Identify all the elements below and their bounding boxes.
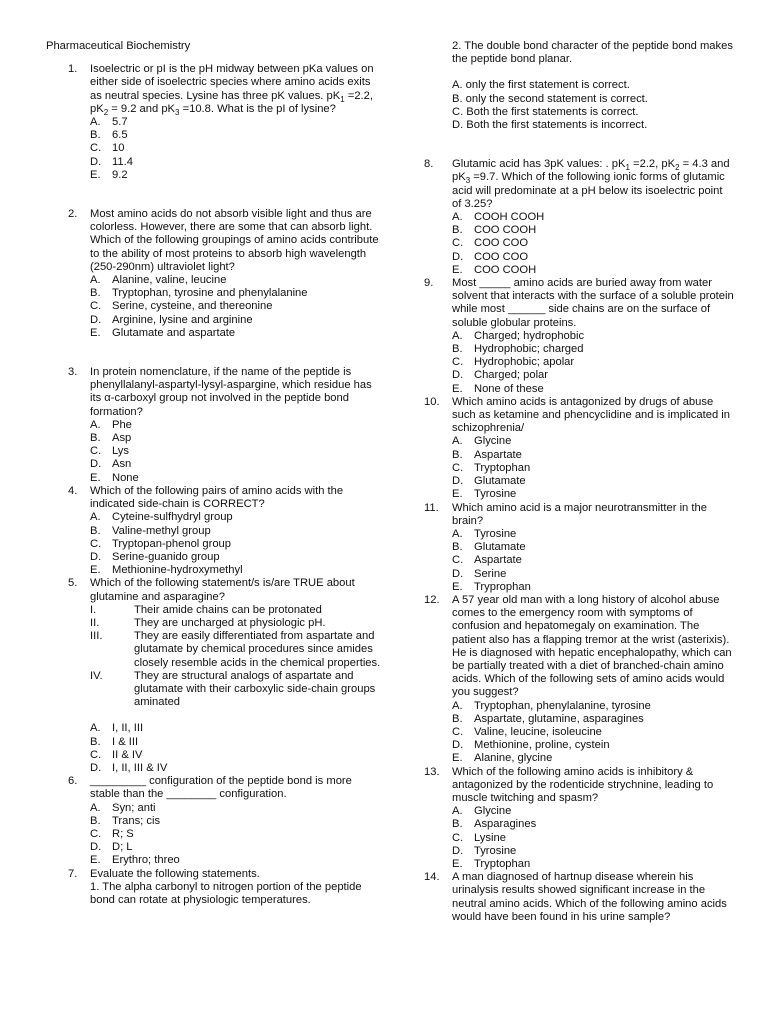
option-text: Hydrophobic; charged <box>474 343 584 356</box>
option-letter: E. <box>90 564 101 577</box>
option-text: Tryprophan <box>474 580 531 593</box>
question-7: 7. Evaluate the following statements. 1. The alpha carbonyl to nitrogen portion of the peptide bond can rotate at physiologic temperatures. <box>46 868 381 908</box>
option-text: Tyrosine <box>474 844 517 857</box>
option-item <box>452 581 734 594</box>
option-letter: B. <box>90 432 101 445</box>
option-letter: C. <box>90 537 102 550</box>
option-item <box>452 251 734 264</box>
option-letter: D. <box>90 550 102 563</box>
option-text: 6.5 <box>112 129 128 142</box>
option-item <box>452 264 734 277</box>
question-9-stem: Most _____ amino acids are buried away from water solvent that interacts with the surface of a soluble protein while most ______ side chains are on the surface of soluble globular proteins. <box>452 277 734 329</box>
question-8: 8. Glutamic acid has 3pK values: . $pK_1 =2.2$, $pK_2 = 4.3$ and $pK_3 =9.7$. Which of the following ionic forms of glutamic acid will predominate at a pH below its isoelectric point of 3.25? A. COOH COOH B. COO COOH C. COO COO D. COO COO E. COO COOH <box>424 158 734 277</box>
option-text: Charged; hydrophobic <box>474 329 585 342</box>
question-11-stem: Which amino acid is a major neurotransmitter in the brain? <box>452 501 707 527</box>
question-13: 13. Which of the following amino acids is inhibitory & antagonized by the rodenticide strychnine, leading to muscle twitching and spasm? A. Glycine B. Asparagines C. Lysine D. Tyrosine E. Tryptophan <box>424 766 734 872</box>
question-4: 4. Which of the following pairs of amino acids with the indicated side-chain is CORRECT? A. Cyteine-sulfhydryl group B. Valine-methyl group C. Tryptopan-phenol group D. Serine-guanido group E. Methionine-hydroxymethyl <box>46 485 381 577</box>
question-2: 2. Most amino acids do not absorb visible light and thus are colorless. However, there are some that can absorb light. Which of the following groupings of amino acids contribute to the ability of most proteins to absorb high wavelength (250-290nm) ultraviolet light? A. Alanine, valine, leucine B. Tryptophan, tyrosine and phenylalanine C. Serine, cysteine, and thereonine D. Arginine, lysine and arginine E. Glutamate and aspartate <box>46 208 381 340</box>
option-item <box>90 762 381 775</box>
option-text: I, II, III & IV <box>112 761 168 774</box>
option-item <box>90 419 381 432</box>
option-text: Asparagines <box>474 818 537 831</box>
option-letter: A. <box>90 511 101 524</box>
option-text: Tyrosine <box>474 488 517 501</box>
option-text: 9.2 <box>112 168 128 181</box>
option-letter: A. <box>90 274 101 287</box>
option-item <box>90 538 381 551</box>
option-item <box>90 564 381 577</box>
option-item <box>452 858 734 871</box>
option-item <box>90 327 381 340</box>
question-8-options <box>452 211 734 277</box>
question-3-stem: In protein nomenclature, if the name of the peptide is phenyllalanyl-aspartyl-lysyl-aspargine, which residue has its α-carboxyl group not involved in the peptide bond formation? <box>90 366 372 418</box>
question-14-stem: A man diagnosed of hartnup disease wherein his urinalysis results showed significant increase in the neutral amino acids. Which of the following amino acids would have been found in his urine sample? <box>452 871 727 923</box>
option-letter: A. <box>452 805 463 818</box>
question-3: 3. In protein nomenclature, if the name of the peptide is phenyllalanyl-aspartyl-lysyl-aspargine, which residue has its α-carboxyl group not involved in the peptide bond formation? A. Phe B. Asp C. Lys D. Asn E. None <box>46 366 381 485</box>
option-text: Lysine <box>474 831 506 844</box>
question-7-stem: Evaluate the following statements. <box>90 867 260 880</box>
statement-numeral: IV. <box>90 669 103 682</box>
option-letter: E. <box>452 580 463 593</box>
question-10-options <box>452 435 734 501</box>
option-item <box>452 475 734 488</box>
option-letter: C. <box>90 827 102 840</box>
option-text: 10 <box>112 142 125 155</box>
option-text: Cyteine-sulfhydryl group <box>112 511 233 524</box>
option-item <box>452 726 734 739</box>
statement-item <box>90 630 381 670</box>
option-letter: C. <box>452 554 464 567</box>
option-letter: E. <box>452 857 463 870</box>
option-item <box>90 445 381 458</box>
option-letter: E. <box>452 752 463 765</box>
option-text: Tryptophan <box>474 461 531 474</box>
option-item <box>90 828 381 841</box>
option-letter: D. <box>452 475 464 488</box>
option-item <box>452 752 734 765</box>
option-item <box>90 736 381 749</box>
option-item <box>452 330 734 343</box>
option-item <box>90 749 381 762</box>
question-12: 12. A 57 year old man with a long history of alcohol abuse comes to the emergency room with symptoms of confusion and hepatomegaly on examination. The patient also has a flapping tremor at the wrist (asterixis). He is diagnosed with hepatic encephalopathy, which can be partially treated with a diet of branched-chain amino acids. Which of the following sets of amino acids would you suggest? A. Tryptophan, phenylalanine, tyrosine B. Aspartate, glutamine, asparagines C. Valine, leucine, isoleucine D. Methionine, proline, cystein E. Alanine, glycine <box>424 594 734 766</box>
option-text: I, II, III <box>112 722 144 735</box>
option-letter: B. <box>452 712 463 725</box>
question-6-stem: _________ configuration of the peptide bond is more stable than the ________ configuration. <box>90 775 352 801</box>
option-letter: B. <box>90 524 101 537</box>
option-text: COOH COOH <box>474 211 545 224</box>
option-text: Glycine <box>474 805 512 818</box>
option-text: Serine-guanido group <box>112 550 220 563</box>
option-letter: D. <box>90 155 102 168</box>
question-6: 6. _________ configuration of the peptide bond is more stable than the ________ configuration. A. Syn; anti B. Trans; cis C. R; S D. D; L E. Erythro; threo <box>46 775 381 867</box>
option-letter: D. <box>452 567 464 580</box>
question-9-options <box>452 330 734 396</box>
choice-item: B. only the second statement is correct. <box>452 92 648 105</box>
question-1: 1. Isoelectric or pI is the pH midway between pKa values on either side of isoelectric species where amino acids exits as neutral species. Lysine has three pK values. $pK_1 =2.2$, $pK_2 = 9.2$ and $pK_3 =10.8$. What is the pI of lysine? A. 5.7 B. 6.5 C. 10 D. 11.4 E. 9.2 <box>46 63 381 182</box>
option-letter: A. <box>452 211 463 224</box>
option-item <box>90 854 381 867</box>
option-letter: D. <box>452 250 464 263</box>
question-7-statement-2: 2. The double bond character of the peptide bond makes the peptide bond planar. <box>452 40 733 66</box>
option-letter: C. <box>90 748 102 761</box>
statement-text: Their amide chains can be protonated <box>134 603 322 616</box>
question-7-choices <box>452 79 734 132</box>
option-text: Aspartate <box>474 448 522 461</box>
option-item <box>90 142 381 155</box>
option-item <box>452 845 734 858</box>
option-item <box>452 343 734 356</box>
option-text: 11.4 <box>112 155 133 168</box>
question-2-options <box>90 274 381 340</box>
option-item <box>90 116 381 129</box>
option-text: Asp <box>112 432 132 445</box>
option-text: R; S <box>112 827 134 840</box>
question-12-stem: A 57 year old man with a long history of alcohol abuse comes to the emergency room with symptoms of confusion and hepatomegaly on examination. The patient also has a flapping tremor at the wrist (asterixis). He is diagnosed with hepatic encephalopathy, which can be partially treated with a diet of branched-chain amino acids. Which of the following sets of amino acids would you suggest? <box>452 593 732 699</box>
choice-item: C. Both the first statements is correct. <box>452 105 639 118</box>
option-item <box>90 432 381 445</box>
option-item <box>90 841 381 854</box>
option-item <box>452 356 734 369</box>
question-11-options <box>452 528 734 594</box>
question-5-stem: Which of the following statement/s is/are TRUE about glutamine and asparagine? <box>90 577 355 603</box>
option-item <box>90 722 381 735</box>
option-item <box>452 369 734 382</box>
option-text: None of these <box>474 382 544 395</box>
choice-item: D. Both the first statements is incorrect. <box>452 119 648 132</box>
right-column <box>424 40 734 924</box>
option-letter: B. <box>90 287 101 300</box>
option-item <box>452 383 734 396</box>
option-item <box>452 568 734 581</box>
question-14: 14. A man diagnosed of hartnup disease wherein his urinalysis results showed significant increase in the neutral amino acids. Which of the following amino acids would have been found in his urine sample? <box>424 871 734 924</box>
option-letter: D. <box>452 369 464 382</box>
option-text: COO COO <box>474 237 529 250</box>
option-letter: A. <box>90 116 101 129</box>
question-12-options <box>452 700 734 766</box>
option-text: Syn; anti <box>112 801 156 814</box>
option-letter: A. <box>452 527 463 540</box>
option-text: Asn <box>112 458 132 471</box>
statement-numeral: III. <box>90 630 103 643</box>
option-text: Methionine, proline, cystein <box>474 739 610 752</box>
question-5-options <box>90 722 381 775</box>
option-letter: B. <box>452 818 463 831</box>
question-2-stem: Most amino acids do not absorb visible light and thus are colorless. However, there are some that can absorb light. Which of the following groupings of amino acids contribute to the ability of most proteins to absorb high wavelength (250-290nm) ultraviolet light? <box>90 208 379 273</box>
option-letter: C. <box>90 445 102 458</box>
option-item <box>90 511 381 524</box>
option-text: Glutamate <box>474 541 526 554</box>
option-item <box>90 458 381 471</box>
option-text: Tryptophan, tyrosine and phenylalanine <box>112 287 308 300</box>
option-letter: E. <box>452 263 463 276</box>
question-13-options <box>452 805 734 871</box>
statement-item <box>90 617 381 630</box>
choice-item: A. only the first statement is correct. <box>452 79 630 92</box>
option-item <box>90 156 381 169</box>
question-1-stem: Isoelectric or pI is the pH midway between pKa values on either side of isoelectric species where amino acids exits as neutral species. Lysine has three pK values. $pK_1 =2.2$, $pK_2 = 9.2$ and $pK_3 =10.8$. What is the pI of lysine? <box>90 63 374 117</box>
option-item <box>452 488 734 501</box>
option-letter: D. <box>452 844 464 857</box>
statement-item <box>90 670 381 710</box>
option-item <box>90 129 381 142</box>
option-item <box>90 815 381 828</box>
option-text: Tyrosine <box>474 527 517 540</box>
option-text: 5.7 <box>112 116 128 129</box>
option-text: Alanine, valine, leucine <box>112 274 227 287</box>
question-7-continued <box>424 40 734 132</box>
option-item <box>90 274 381 287</box>
option-text: Methionine-hydroxymethyl <box>112 564 243 577</box>
question-10: 10. Which amino acids is antagonized by drugs of abuse such as ketamine and phencyclidine and is implicated in schizophrenia/ A. Glycine B. Aspartate C. Tryptophan D. Glutamate E. Tyrosine <box>424 396 734 502</box>
option-letter: B. <box>452 343 463 356</box>
option-item <box>90 525 381 538</box>
option-letter: A. <box>90 722 101 735</box>
question-1-options <box>90 116 381 182</box>
option-text: Hydrophobic; apolar <box>474 356 575 369</box>
question-5: 5. Which of the following statement/s is/are TRUE about glutamine and asparagine? I. Their amide chains can be protonated II. They are uncharged at physiologic pH. III. They are easily differentiated from aspartate and glutamate by chemical procedures since amides closely resemble acids in the chemical properties. IV. They are structural analogs of aspartate and glutamate with their carboxylic side-chain groups aminated A. I, II, III B. I & III C. II & IV D. I, II, III & IV <box>68 577 381 774</box>
option-text: Erythro; threo <box>112 854 180 867</box>
option-letter: D. <box>90 313 102 326</box>
option-item <box>90 287 381 300</box>
option-text: Phe <box>112 418 132 431</box>
option-letter: B. <box>452 448 463 461</box>
option-text: Tryptophan, phenylalanine, tyrosine <box>474 699 651 712</box>
question-8-stem: Glutamic acid has 3pK values: . $pK_1 =2.2$, $pK_2 = 4.3$ and $pK_3 =9.7$. Which of the following ionic forms of glutamic acid will predominate at a pH below its isoelectric point of 3.25? <box>452 158 730 210</box>
option-text: COO COO <box>474 250 529 263</box>
option-item <box>452 805 734 818</box>
option-item <box>90 314 381 327</box>
option-text: Glutamate and aspartate <box>112 326 236 339</box>
option-text: COO COOH <box>474 263 537 276</box>
option-letter: D. <box>90 761 102 774</box>
option-item <box>452 211 734 224</box>
option-letter: E. <box>90 168 101 181</box>
option-item <box>90 169 381 182</box>
question-6-options <box>90 802 381 868</box>
option-item <box>452 713 734 726</box>
option-letter: A. <box>452 435 463 448</box>
option-letter: D. <box>90 458 102 471</box>
option-item <box>452 700 734 713</box>
option-item <box>90 551 381 564</box>
option-item <box>452 818 734 831</box>
option-text: Valine-methyl group <box>112 524 211 537</box>
option-letter: C. <box>452 356 464 369</box>
option-item <box>452 528 734 541</box>
option-text: Lys <box>112 445 129 458</box>
option-text: Aspartate, glutamine, asparagines <box>474 712 644 725</box>
option-text: D; L <box>112 841 133 854</box>
option-letter: B. <box>452 541 463 554</box>
option-item <box>90 300 381 313</box>
question-10-stem: Which amino acids is antagonized by drugs of abuse such as ketamine and phencyclidine and is implicated in schizophrenia/ <box>452 395 730 435</box>
option-item <box>90 802 381 815</box>
statement-item <box>90 604 381 617</box>
question-7-statement-1: 1. The alpha carbonyl to nitrogen portion of the peptide bond can rotate at physiologic temperatures. <box>90 880 362 906</box>
option-letter: B. <box>452 224 463 237</box>
option-text: II & IV <box>112 748 143 761</box>
statement-numeral: II. <box>90 616 100 629</box>
option-text: Charged; polar <box>474 369 549 382</box>
option-letter: C. <box>452 725 464 738</box>
question-4-options <box>90 511 381 577</box>
option-item <box>452 237 734 250</box>
option-item <box>90 472 381 485</box>
option-letter: A. <box>452 699 463 712</box>
option-text: Serine <box>474 567 507 580</box>
document-title: Pharmaceutical Biochemistry <box>46 40 191 52</box>
option-text: Glycine <box>474 435 512 448</box>
option-item <box>452 449 734 462</box>
option-text: None <box>112 471 139 484</box>
option-text: Aspartate <box>474 554 522 567</box>
option-letter: C. <box>90 300 102 313</box>
option-item <box>452 739 734 752</box>
question-11: 11. Which amino acid is a major neurotransmitter in the brain? A. Tyrosine B. Glutamate C. Aspartate D. Serine E. Tryprophan <box>424 502 734 594</box>
option-letter: A. <box>90 801 101 814</box>
option-text: Trans; cis <box>112 814 161 827</box>
option-text: I & III <box>112 735 139 748</box>
question-13-stem: Which of the following amino acids is inhibitory & antagonized by the rodenticide strychnine, leading to muscle twitching and spasm? <box>452 765 714 804</box>
option-item <box>452 435 734 448</box>
option-letter: E. <box>90 326 101 339</box>
option-letter: C. <box>452 237 464 250</box>
option-letter: E. <box>90 854 101 867</box>
option-letter: E. <box>90 471 101 484</box>
option-letter: C. <box>90 142 102 155</box>
option-text: Arginine, lysine and arginine <box>112 313 253 326</box>
option-letter: C. <box>452 831 464 844</box>
option-letter: A. <box>452 329 463 342</box>
question-5-statements <box>90 604 381 710</box>
statement-numeral: I. <box>90 603 97 616</box>
option-item <box>452 832 734 845</box>
option-letter: B. <box>90 129 101 142</box>
option-letter: C. <box>452 461 464 474</box>
option-letter: A. <box>90 418 101 431</box>
option-letter: B. <box>90 814 101 827</box>
option-text: COO COOH <box>474 224 537 237</box>
option-letter: D. <box>90 841 102 854</box>
option-item <box>452 554 734 567</box>
statement-text: They are structural analogs of aspartate and glutamate with their carboxylic side-chain groups aminated <box>134 669 376 709</box>
option-text: Tryptopan-phenol group <box>112 537 231 550</box>
option-item <box>452 224 734 237</box>
left-column <box>46 40 381 907</box>
question-3-options <box>90 419 381 485</box>
option-text: Valine, leucine, isoleucine <box>474 725 602 738</box>
option-letter: B. <box>90 735 101 748</box>
option-text: Serine, cysteine, and thereonine <box>112 300 273 313</box>
option-text: Glutamate <box>474 475 526 488</box>
option-letter: D. <box>452 739 464 752</box>
statement-text: They are easily differentiated from aspartate and glutamate by chemical procedures since amides closely resemble acids in the chemical properties. <box>134 630 381 669</box>
option-letter: E. <box>452 488 463 501</box>
option-text: Tryptophan <box>474 857 531 870</box>
option-letter: E. <box>452 382 463 395</box>
question-4-stem: Which of the following pairs of amino acids with the indicated side-chain is CORRECT? <box>90 484 344 511</box>
option-item <box>452 462 734 475</box>
statement-text: They are uncharged at physiologic pH. <box>134 616 326 629</box>
option-item <box>452 541 734 554</box>
option-text: Alanine, glycine <box>474 752 553 765</box>
question-9: 9. Most _____ amino acids are buried away from water solvent that interacts with the surface of a soluble protein while most ______ side chains are on the surface of soluble globular proteins. A. Charged; hydrophobic B. Hydrophobic; charged C. Hydrophobic; apolar D. Charged; polar E. None of these <box>424 277 734 395</box>
